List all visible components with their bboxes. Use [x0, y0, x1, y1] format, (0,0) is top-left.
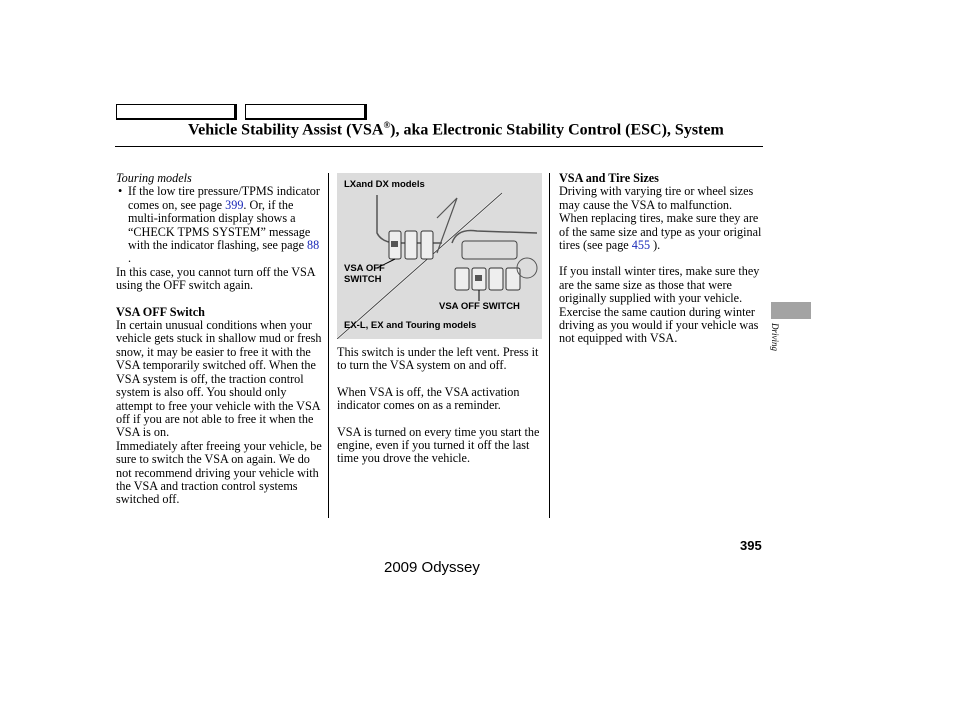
nav-box-left[interactable] [116, 104, 237, 120]
figure-label-vsa-off-2: SWITCH [344, 274, 382, 285]
vsa-off-heading: VSA OFF Switch [116, 304, 205, 319]
figure-label-vsa-off-switch: VSA OFF SWITCH [439, 301, 520, 312]
page-title: Vehicle Stability Assist (VSA®), aka Electronic Stability Control (ESC), System [188, 120, 724, 139]
models-label: Touring models [116, 171, 192, 185]
vsa-off-paragraph-1: In certain unusual conditions when your vehicle gets stuck in shallow mud or fresh snow, it may be easier to free it with the VSA temporarily switched off. When the VSA system is off, the traction control system is also off. You should only attempt to free your vehicle with the VSA off if you are not able to free it when the VSA is on. [116, 318, 322, 440]
nav-box-right[interactable] [245, 104, 367, 120]
bullet-icon: • [118, 184, 123, 199]
section-tab-label: Driving [770, 323, 780, 351]
column-divider-2 [549, 173, 550, 518]
page-link-399[interactable]: 399 [225, 197, 244, 212]
vsa-restart-paragraph: VSA is turned on every time you start the engine, even if you turned it off the last time you drove the vehicle. [337, 424, 540, 466]
tire-sizes-heading: VSA and Tire Sizes [559, 171, 659, 185]
column-1 [116, 172, 322, 507]
footer-model: 2009 Odyssey [384, 559, 480, 576]
tpms-bullet: • If the low tire pressure/TPMS indicator comes on, see page 399. Or, if the multi-information display shows a “CHECK TPMS SYSTEM” message with the indicator flashing, see page 88 . [118, 184, 320, 266]
title-rule [115, 146, 763, 147]
section-tab[interactable] [771, 302, 811, 319]
page-link-88[interactable]: 88 [307, 238, 320, 253]
switch-location-paragraph: This switch is under the left vent. Press it to turn the VSA system on and off. [337, 345, 539, 373]
tire-sizes-paragraph-2: If you install winter tires, make sure they are the same size as those that were originally supplied with your vehicle. Exercise the same caution during winter driving as you would if your vehicle was not equipped with VSA. [559, 264, 760, 346]
column-divider-1 [328, 173, 329, 518]
switch-panel-drawing [337, 173, 542, 339]
column-2 [337, 346, 543, 466]
vsa-switch-illustration [337, 173, 542, 339]
figure-label-lx-dx: LXand DX models [344, 179, 425, 190]
tpms-note: In this case, you cannot turn off the VSA using the OFF switch again. [116, 264, 315, 293]
page-link-455[interactable]: 455 [631, 238, 651, 253]
column-3 [559, 172, 763, 346]
figure-label-vsa-off-1: VSA OFF [344, 263, 385, 274]
indicator-paragraph: When VSA is off, the VSA activation indicator comes on as a reminder. [337, 384, 520, 413]
page-number: 395 [740, 538, 762, 553]
figure-label-ex-models: EX-L, EX and Touring models [344, 320, 477, 331]
vsa-off-paragraph-2: Immediately after freeing your vehicle, be sure to switch the VSA on again. We do not recommend driving your vehicle with the VSA and traction control systems switched off. [116, 438, 322, 507]
tire-sizes-paragraph-1: Driving with varying tire or wheel sizes may cause the VSA to malfunction. When replacing tires, make sure they are of the same size and type as your original tires (see page 455 ). [559, 184, 762, 253]
